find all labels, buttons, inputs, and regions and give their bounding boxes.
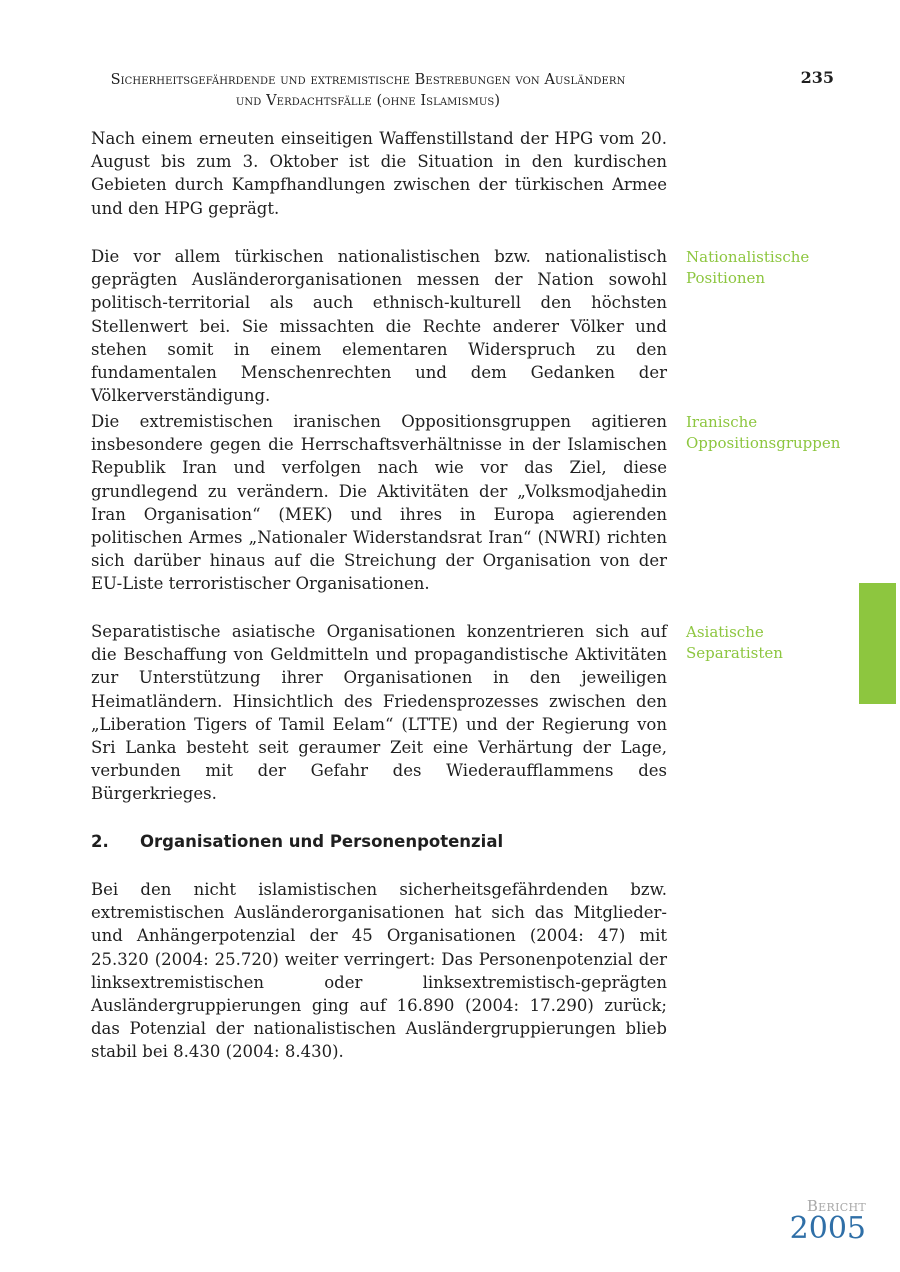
paragraph-potential: Bei den nicht islamistischen sicherheitsgefährdenden bzw. extremistischen Ausländerorganisationen hat sich das Mitglieder- und Anhängerpotenzial der 45 Organisationen (2004: 47) mit 25.320 (2004: 25.720) weiter verringert: Das Personenpotenzial der linksextremistischen oder linksextremistisch-geprägten Ausländergruppierungen ging auf 16.890 (2004: 17.290) zurück; das Potenzial der nationalistischen Ausländergruppierungen blieb stabil bei 8.430 (2004: 8.430). xyxy=(91,880,667,1062)
margin-note-nationalist: Nationalistische Positionen xyxy=(686,248,810,287)
page-number: 235 xyxy=(800,68,834,87)
section-title: Organisationen und Personenpotenzial xyxy=(140,832,504,851)
section-number: 2. xyxy=(91,832,109,851)
running-header xyxy=(92,70,644,112)
report-logo-label: Bericht xyxy=(806,1197,866,1215)
section-tab-marker xyxy=(859,583,896,704)
section-heading xyxy=(91,832,651,851)
paragraph-asian: Separatistische asiatische Organisationen konzentrieren sich auf die Beschaffung von Geldmitteln und propagandistische Aktivitäten zur Unterstützung ihrer Organisationen in den jeweiligen Heimatländern. Hinsichtlich des Friedensprozesses zwischen den „Liberation Tigers of Tamil Eelam“ (LTTE) und der Regierung von Sri Lanka besteht seit geraumer Zeit eine Verhärtung der Lage, verbunden mit der Gefahr des Wiederaufflammens des Bürgerkrieges. xyxy=(91,622,667,804)
margin-note-iranian: Iranische Oppositionsgruppen xyxy=(686,413,841,452)
margin-note-asian: Asiatische Separatisten xyxy=(686,623,783,662)
report-logo xyxy=(780,1198,866,1244)
report-logo-year: 2005 xyxy=(789,1211,866,1246)
paragraph-iranian: Die extremistischen iranischen Oppositionsgruppen agitieren insbesondere gegen die Herrschaftsverhältnisse in der Islamischen Republik Iran und verfolgen nach wie vor das Ziel, diese grundlegend zu verändern. Die Aktivitäten der „Volksmodjahedin Iran Organisation“ (MEK) und ihres in Europa agierenden politischen Armes „Nationaler Widerstandsrat Iran“ (NWRI) richten sich darüber hinaus auf die Streichung der Organisation von der EU-Liste terroristischer Organisationen. xyxy=(91,412,667,594)
paragraph-hpg: Nach einem erneuten einseitigen Waffenstillstand der HPG vom 20. August bis zum 3. Oktober ist die Situation in den kurdischen Gebieten durch Kampfhandlungen zwischen der türkischen Armee und den HPG geprägt. xyxy=(91,129,667,218)
paragraph-nationalist: Die vor allem türkischen nationalistischen bzw. nationalistisch geprägten Ausländerorganisationen messen der Nation sowohl politisch-territorial als auch ethnisch-kulturell den höchsten Stellenwert bei. Sie missachten die Rechte anderer Völker und stehen somit in einem elementaren Widerspruch zu den fundamentalen Menschenrechten und dem Gedanken der Völkerverständigung. xyxy=(91,247,667,406)
running-header-line-1: Sicherheitsgefährdende und extremistische Bestrebungen von Ausländern xyxy=(110,72,626,88)
running-header-line-2: und Verdachtsfälle (ohne Islamismus) xyxy=(235,93,501,109)
